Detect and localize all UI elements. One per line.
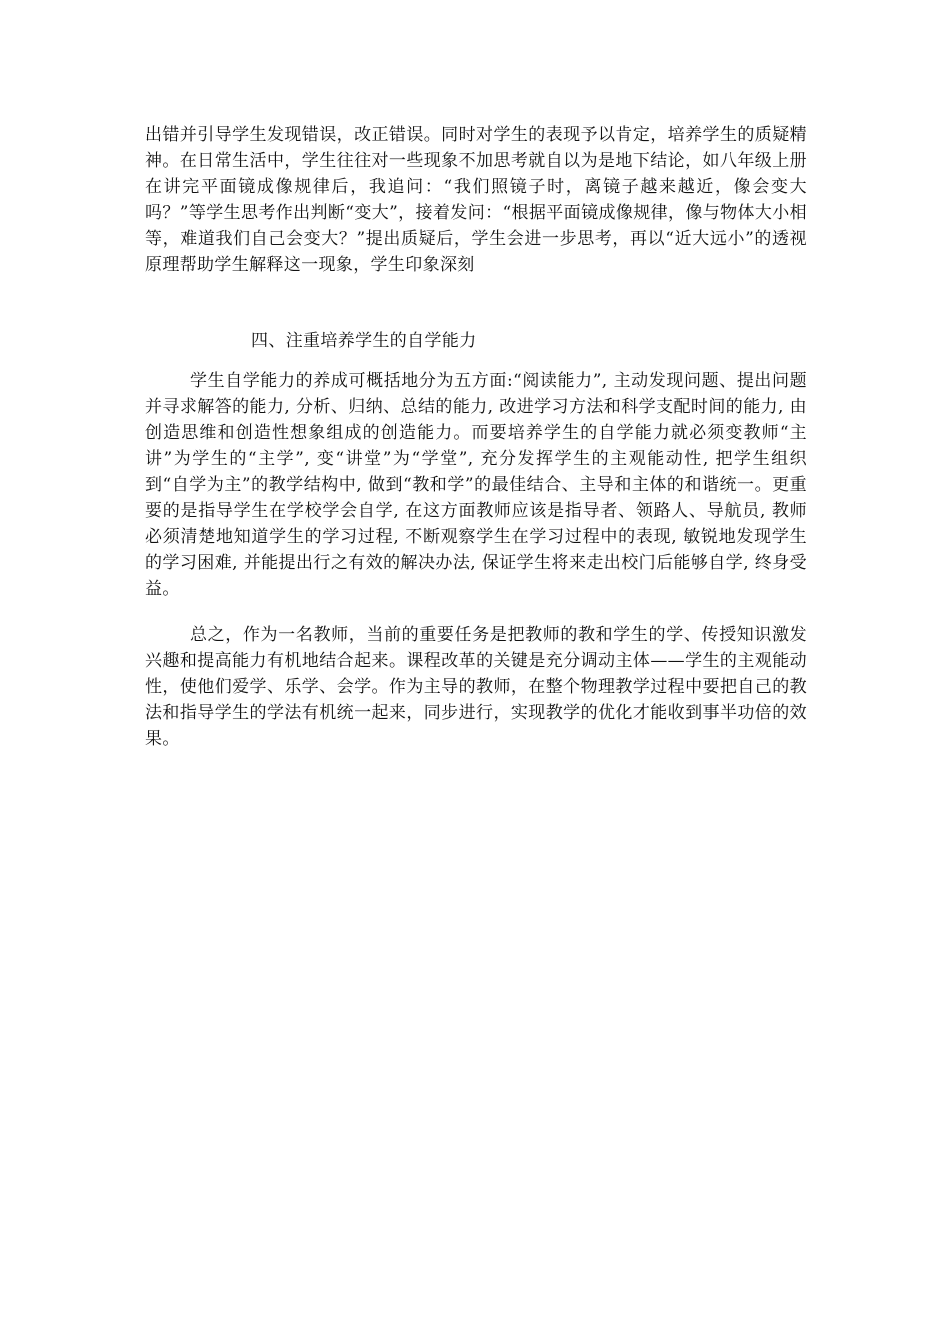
paragraph-3: 总之，作为一名教师，当前的重要任务是把教师的教和学生的学、传授知识激发兴趣和提高能力有机地结合起来。课程改革的关键是充分调动主体——学生的主观能动性，使他们爱学、乐学、会学。作为主导的教师，在整个物理教学过程中要把自己的教法和指导学生的学法有机统一起来，同步进行，实现教学的优化才能收到事半功倍的效果。: [145, 625, 807, 749]
document-page: [145, 122, 807, 752]
paragraph-2: 学生自学能力的养成可概括地分为五方面:“阅读能力”, 主动发现问题、提出问题并寻求解答的能力, 分析、归纳、总结的能力, 改进学习方法和科学支配时间的能力, 由创造思维和创造性想象组成的创造能力。而要培养学生的自学能力就必须变教师“主讲”为学生的“主学”, 变“讲堂”为“学堂”, 充分发挥学生的主观能动性, 把学生组织到“自学为主”的教学结构中, 做到“教和学”的最佳结合、主导和主体的和谐统一。更重要的是指导学生在学校学会自学, 在这方面教师应该是指导者、领路人、导航员, 教师必须清楚地知道学生的学习过程, 不断观察学生在学习过程中的表现, 敏锐地发现学生的学习困难, 并能提出行之有效的解决办法, 保证学生将来走出校门后能够自学, 终身受益。: [145, 371, 807, 599]
section-heading: 四、注重培养学生的自学能力: [251, 331, 477, 351]
paragraph-1: 出错并引导学生发现错误，改正错误。同时对学生的表现予以肯定，培养学生的质疑精神。在日常生活中，学生往往对一些现象不加思考就自以为是地下结论，如八年级上册在讲完平面镜成像规律后，我追问：“我们照镜子时，离镜子越来越近，像会变大吗？”等学生思考作出判断“变大”，接着发问：“根据平面镜成像规律，像与物体大小相等，难道我们自己会变大？”提出质疑后，学生会进一步思考，再以“近大远小”的透视原理帮助学生解释这一现象，学生印象深刻: [145, 125, 807, 275]
